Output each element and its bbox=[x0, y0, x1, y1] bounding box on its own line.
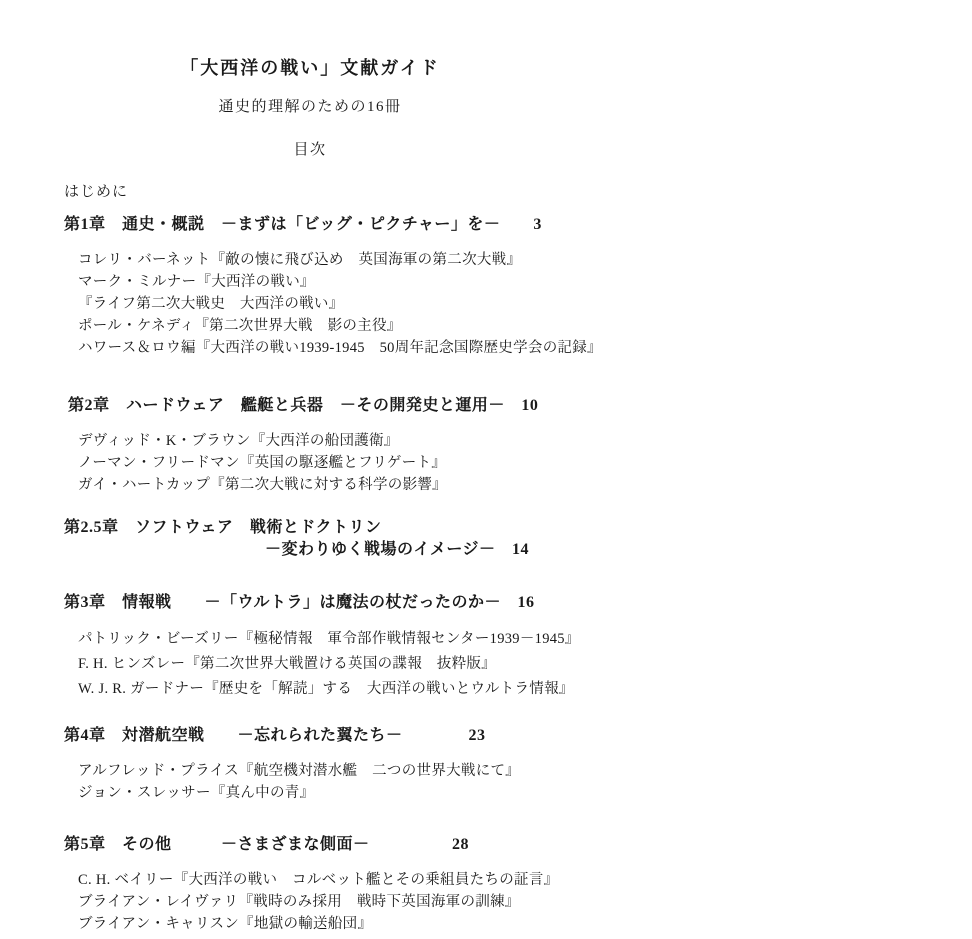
chapter-section bbox=[64, 517, 972, 560]
chapter-heading bbox=[64, 834, 972, 856]
chapter-heading bbox=[68, 395, 972, 417]
chapter-subtitle-text: －変わりゆく戦場のイメージ－ bbox=[265, 541, 513, 558]
chapter-title-text: 第1章 通史・概説 －まずは「ビッグ・ピクチャー」を－ bbox=[64, 216, 534, 233]
book-entry: コレリ・バーネット『敵の懐に飛び込め 英国海軍の第二次大戦』 bbox=[78, 252, 522, 268]
chapter-title-text: 第4章 対潜航空戦 －忘れられた翼たち－ bbox=[64, 727, 469, 744]
book-entry: パトリック・ビーズリー『極秘情報 軍令部作戦情報センター1939－1945』 bbox=[78, 631, 580, 647]
toc-heading: 目次 bbox=[293, 142, 327, 158]
chapter-heading bbox=[64, 214, 972, 236]
book-entry: マーク・ミルナー『大西洋の戦い』 bbox=[78, 274, 315, 290]
book-entry: ポール・ケネディ『第二次世界大戦 影の主役』 bbox=[78, 318, 402, 334]
book-entry: F. H. ヒンズレー『第二次世界大戦置ける英国の諜報 抜粋版』 bbox=[78, 656, 497, 672]
chapter-section bbox=[64, 214, 972, 359]
chapter-page-number: 10 bbox=[521, 397, 539, 414]
chapter-section bbox=[64, 725, 972, 804]
book-entry: ノーマン・フリードマン『英国の駆逐艦とフリゲート』 bbox=[78, 455, 447, 471]
book-entry: ガイ・ハートカップ『第二次大戦に対する科学の影響』 bbox=[78, 477, 447, 493]
chapter-title-text: 第2章 ハードウェア 艦艇と兵器 －その開発史と運用－ bbox=[68, 397, 522, 414]
book-entry: アルフレッド・プライス『航空機対潜水艦 二つの世界大戦にて』 bbox=[78, 763, 521, 779]
chapter-heading bbox=[64, 725, 972, 747]
chapter-title-text: 第5章 その他 －さまざまな側面－ bbox=[64, 836, 453, 853]
chapter-title-text: 第3章 情報戦 －「ウルトラ」は魔法の杖だったのか－ bbox=[64, 594, 518, 611]
chapter-heading bbox=[64, 517, 972, 539]
chapter-heading-line2 bbox=[64, 539, 972, 560]
book-entry: C. H. ベイリー『大西洋の戦い コルベット艦とその乗組員たちの証言』 bbox=[78, 872, 559, 888]
book-entry: W. J. R. ガードナー『歴史を「解読」する 大西洋の戦いとウルトラ情報』 bbox=[78, 681, 574, 697]
toc-chapter-list bbox=[0, 202, 972, 935]
chapter-heading bbox=[64, 592, 972, 614]
book-entry: デヴィッド・K・ブラウン『大西洋の船団護衛』 bbox=[78, 433, 399, 449]
document-header bbox=[0, 0, 620, 161]
chapter-book-list bbox=[78, 430, 972, 496]
chapter-book-list bbox=[78, 627, 972, 702]
chapter-page-number: 23 bbox=[468, 727, 486, 744]
chapter-section bbox=[64, 395, 972, 496]
book-entry: ジョン・スレッサー『真ん中の青』 bbox=[78, 785, 315, 801]
chapter-section bbox=[64, 834, 972, 935]
chapter-section bbox=[64, 592, 972, 702]
chapter-page-number: 16 bbox=[517, 594, 535, 611]
book-entry: 『ライフ第二次大戦史 大西洋の戦い』 bbox=[78, 296, 344, 312]
chapter-page-number: 3 bbox=[533, 216, 542, 233]
chapter-page-number: 14 bbox=[512, 541, 530, 558]
intro-label: はじめに bbox=[64, 184, 129, 200]
chapter-book-list bbox=[78, 249, 972, 359]
book-entry: ハワース＆ロウ編『大西洋の戦い1939-1945 50周年記念国際歴史学会の記録』 bbox=[78, 340, 602, 356]
chapter-book-list bbox=[78, 760, 972, 804]
chapter-page-number: 28 bbox=[452, 836, 470, 853]
chapter-book-list bbox=[78, 869, 972, 935]
book-entry: ブライアン・レイヴァリ『戦時のみ採用 戦時下英国海軍の訓練』 bbox=[78, 894, 520, 910]
document-title: 「大西洋の戦い」文献ガイド bbox=[180, 58, 440, 78]
document-subtitle: 通史的理解のための16冊 bbox=[218, 99, 402, 115]
book-entry: ブライアン・キャリスン『地獄の輸送船団』 bbox=[78, 916, 373, 932]
chapter-title-text: 第2.5章 ソフトウェア 戦術とドクトリン bbox=[64, 519, 382, 536]
